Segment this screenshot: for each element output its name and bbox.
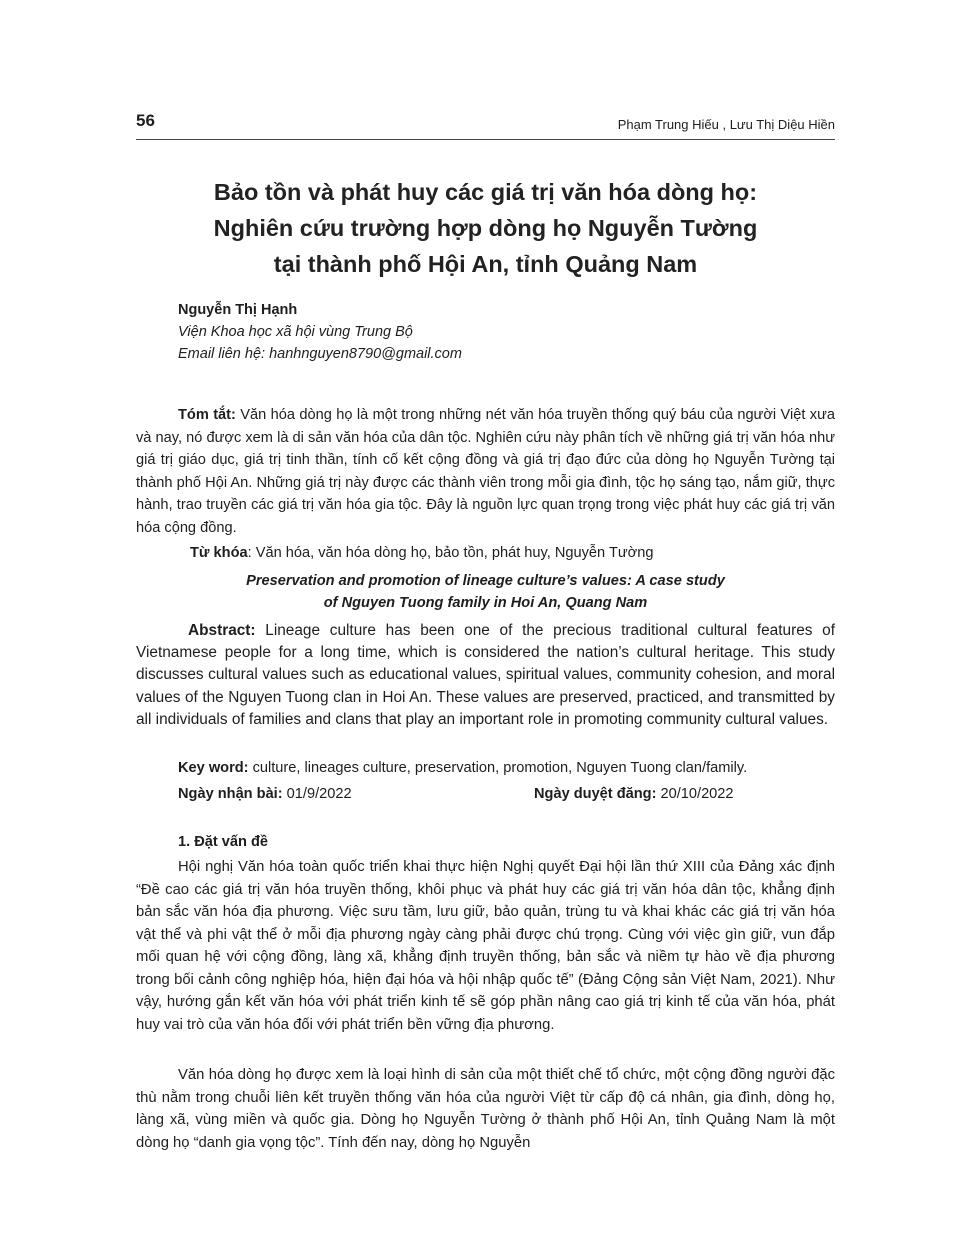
abstract-english bbox=[136, 620, 835, 731]
author-name: Nguyễn Thị Hạnh bbox=[178, 302, 298, 318]
author-affiliation: Viện Khoa học xã hội vùng Trung Bộ bbox=[178, 324, 413, 340]
abstract-vietnamese-text: Văn hóa dòng họ là một trong những nét văn hóa truyền thống quý báu của người Việt xưa và nay, nó được xem là di sản văn hóa của dân tộc. Nghiên cứu này phân tích về những giá trị văn hóa như giá trị giáo dục, giá trị tinh thần, tính cố kết cộng đồng và giá trị đạo đức của dòng họ Nguyễn Tường tại thành phố Hội An. Những giá trị này được các thành viên trong mỗi gia đình, tộc họ sáng tạo, nắm giữ, thực hành, trao truyền các giá trị văn hóa gia tộc. Đây là nguồn lực quan trọng trong việc phát huy các giá trị văn hóa cộng đồng. bbox=[136, 407, 835, 536]
body-paragraph-1 bbox=[136, 856, 835, 1036]
accepted-date bbox=[534, 783, 734, 805]
english-title bbox=[136, 570, 835, 614]
running-head-authors: Phạm Trung Hiếu , Lưu Thị Diệu Hiền bbox=[617, 117, 835, 132]
keywords-vietnamese-label: Từ khóa bbox=[190, 545, 248, 561]
body-paragraph-2 bbox=[136, 1064, 835, 1154]
english-title-line-2: of Nguyen Tuong family in Hoi An, Quang Nam bbox=[323, 595, 648, 611]
body-paragraph-1-text: Hội nghị Văn hóa toàn quốc triển khai thực hiện Nghị quyết Đại hội lần thứ XIII của Đảng xác định “Đề cao các giá trị văn hóa truyền thống, khôi phục và phát huy các giá trị văn hóa dân tộc, khẳng định bản sắc văn hóa địa phương. Việc sưu tầm, lưu giữ, bảo quản, trùng tu và khai khác các giá trị văn hóa vật thể và phi vật thể ở mỗi địa phương ngày càng phải được chú trọng. Cùng với việc gìn giữ, vun đắp mối quan hệ với cộng đồng, làng xã, khẳng định truyền thống, bản sắc và niềm tự hào về địa phương trong bối cảnh công nghiệp hóa, hiện đại hóa và hội nhập quốc tế” (Đảng Cộng sản Việt Nam, 2021). Như vậy, hướng gắn kết văn hóa với phát triển kinh tế sẽ góp phần nâng cao giá trị kinh tế của văn hóa, phát huy vai trò của văn hóa đối với phát triển bền vững địa phương. bbox=[136, 859, 835, 1033]
article-title-line-2: Nghiên cứu trường hợp dòng họ Nguyễn Tường bbox=[213, 215, 758, 241]
keywords-english-text: culture, lineages culture, preservation, promotion, Nguyen Tuong clan/family. bbox=[248, 760, 748, 776]
article-title-line-1: Bảo tồn và phát huy các giá trị văn hóa dòng họ: bbox=[213, 179, 758, 205]
english-title-line-1: Preservation and promotion of lineage culture’s values: A case study bbox=[246, 573, 725, 589]
keywords-english bbox=[178, 757, 747, 779]
author-email: Email liên hệ: hanhnguyen8790@gmail.com bbox=[178, 346, 462, 362]
received-date-value: 01/9/2022 bbox=[282, 786, 352, 802]
section-heading: 1. Đặt vấn đề bbox=[178, 834, 269, 850]
keywords-vietnamese-text: : Văn hóa, văn hóa dòng họ, bảo tồn, phát huy, Nguyễn Tường bbox=[247, 545, 654, 561]
page-number: 56 bbox=[136, 111, 155, 130]
received-date bbox=[178, 783, 352, 805]
accepted-date-label: Ngày duyệt đăng: bbox=[534, 786, 657, 802]
keywords-vietnamese bbox=[190, 542, 653, 564]
abstract-english-text: Lineage culture has been one of the precious traditional cultural features of Vietnamese people for a long time, which is considered the nation’s cultural heritage. This study discusses cultural values such as educational values, spiritual values, community cohesion, and moral values of the Nguyen Tuong clan in Hoi An. These values are preserved, practiced, and transmitted by all individuals of families and clans that play an important role in promoting community cultural values. bbox=[136, 622, 835, 728]
article-title-line-3: tại thành phố Hội An, tỉnh Quảng Nam bbox=[273, 251, 698, 277]
abstract-english-label: Abstract: bbox=[188, 622, 256, 639]
article-title bbox=[136, 174, 835, 282]
author-block bbox=[178, 299, 462, 365]
accepted-date-value: 20/10/2022 bbox=[656, 786, 734, 802]
abstract-vietnamese bbox=[136, 404, 835, 539]
keywords-english-label: Key word: bbox=[178, 760, 249, 776]
abstract-vietnamese-label: Tóm tắt: bbox=[178, 407, 236, 423]
received-date-label: Ngày nhận bài: bbox=[178, 786, 283, 802]
body-paragraph-2-text: Văn hóa dòng họ được xem là loại hình di sản của một thiết chế tổ chức, một cộng đồng người đặc thù nằm trong chuỗi liên kết truyền thống văn hóa của người Việt từ cấp độ cá nhân, gia đình, dòng họ, làng xã, vùng miền và quốc gia. Dòng họ Nguyễn Tường ở thành phố Hội An, tỉnh Quảng Nam là một dòng họ “danh gia vọng tộc”. Tính đến nay, dòng họ Nguyễn bbox=[136, 1067, 835, 1151]
header-divider bbox=[136, 139, 835, 140]
